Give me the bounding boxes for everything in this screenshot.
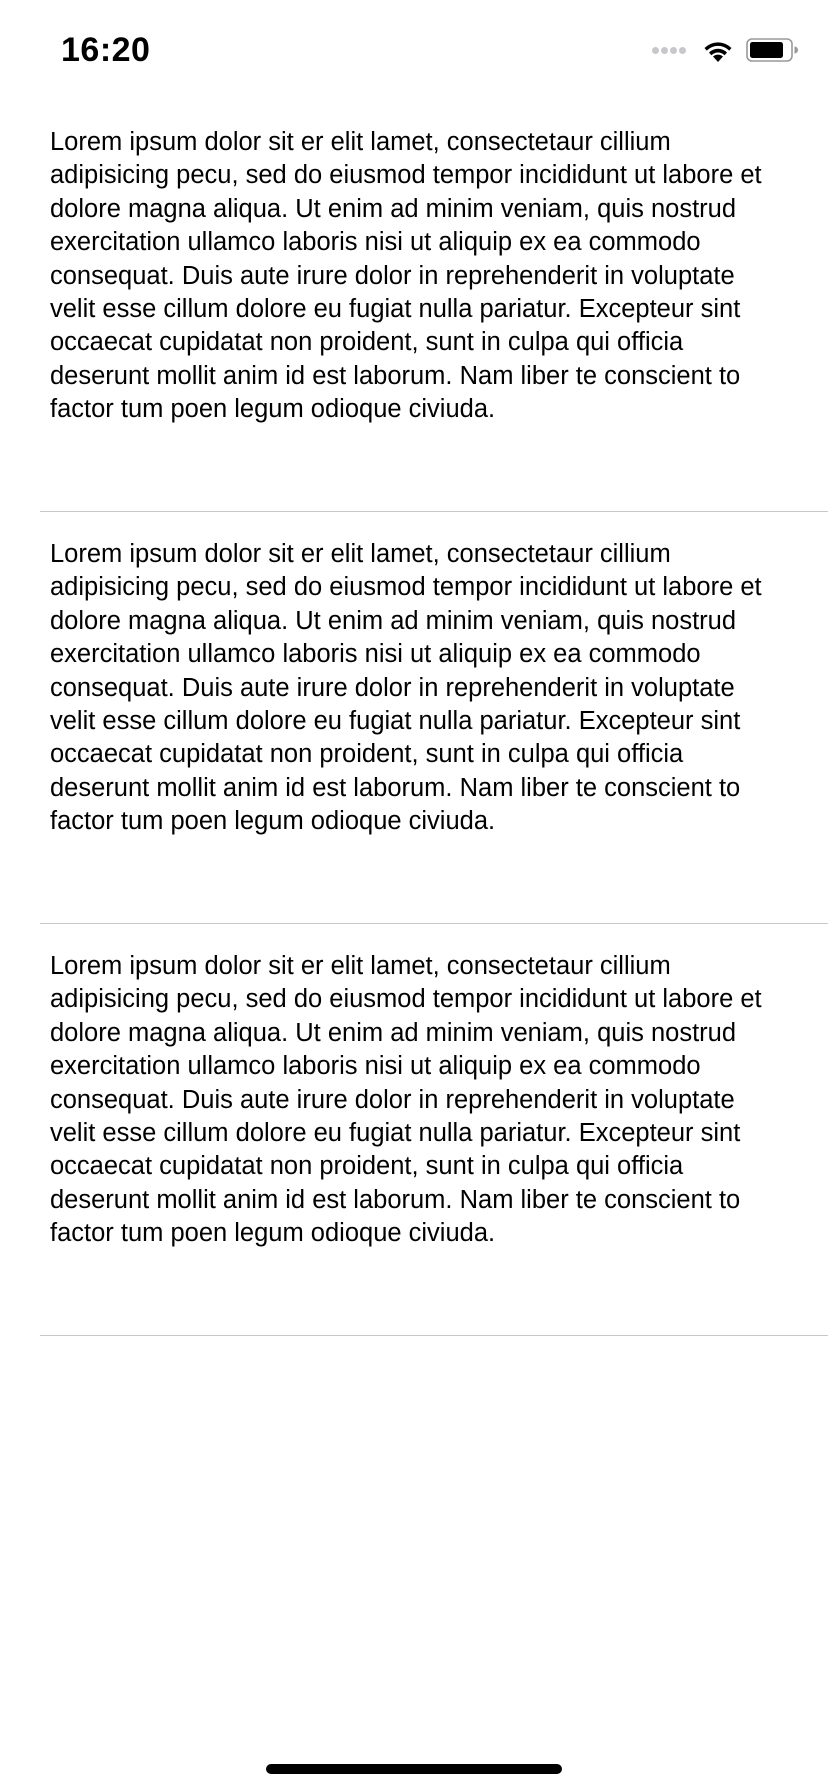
cell-text: Lorem ipsum dolor sit er elit lamet, consectetaur cillium adipisicing pecu, sed do eiusmod tempor incididunt ut labore et dolore magna aliqua. Ut enim ad minim veniam, quis nostrud exercitation ullamco laboris nisi ut aliquip ex ea commodo consequat. Duis aute irure dolor in reprehenderit in voluptate velit esse cillum dolore eu fugiat nulla pariatur. Excepteur sint occaecat cupidatat non proident, sunt in culpa qui officia deserunt mollit anim id est laborum. Nam liber te conscient to factor tum poen legum odioque civiuda.: [50, 540, 762, 836]
status-icons: [652, 36, 798, 64]
cell-text: Lorem ipsum dolor sit er elit lamet, consectetaur cillium adipisicing pecu, sed do eiusmod tempor incididunt ut labore et dolore magna aliqua. Ut enim ad minim veniam, quis nostrud exercitation ullamco laboris nisi ut aliquip ex ea commodo consequat. Duis aute irure dolor in reprehenderit in voluptate velit esse cillum dolore eu fugiat nulla pariatur. Excepteur sint occaecat cupidatat non proident, sunt in culpa qui officia deserunt mollit anim id est laborum. Nam liber te conscient to factor tum poen legum odioque civiuda.: [50, 952, 762, 1248]
list-item[interactable]: [0, 924, 828, 1336]
list-item[interactable]: [0, 512, 828, 924]
text-list: [0, 100, 828, 1336]
separator: [40, 1335, 828, 1336]
status-bar: [0, 0, 828, 100]
cell-text: Lorem ipsum dolor sit er elit lamet, consectetaur cillium adipisicing pecu, sed do eiusmod tempor incididunt ut labore et dolore magna aliqua. Ut enim ad minim veniam, quis nostrud exercitation ullamco laboris nisi ut aliquip ex ea commodo consequat. Duis aute irure dolor in reprehenderit in voluptate velit esse cillum dolore eu fugiat nulla pariatur. Excepteur sint occaecat cupidatat non proident, sunt in culpa qui officia deserunt mollit anim id est laborum. Nam liber te conscient to factor tum poen legum odioque civiuda.: [50, 128, 762, 424]
battery-icon: [746, 38, 798, 62]
signal-icon: [652, 47, 688, 54]
wifi-icon: [700, 37, 736, 63]
status-time: 16:20: [61, 31, 151, 69]
list-item[interactable]: [0, 100, 828, 512]
home-indicator[interactable]: [266, 1764, 562, 1774]
